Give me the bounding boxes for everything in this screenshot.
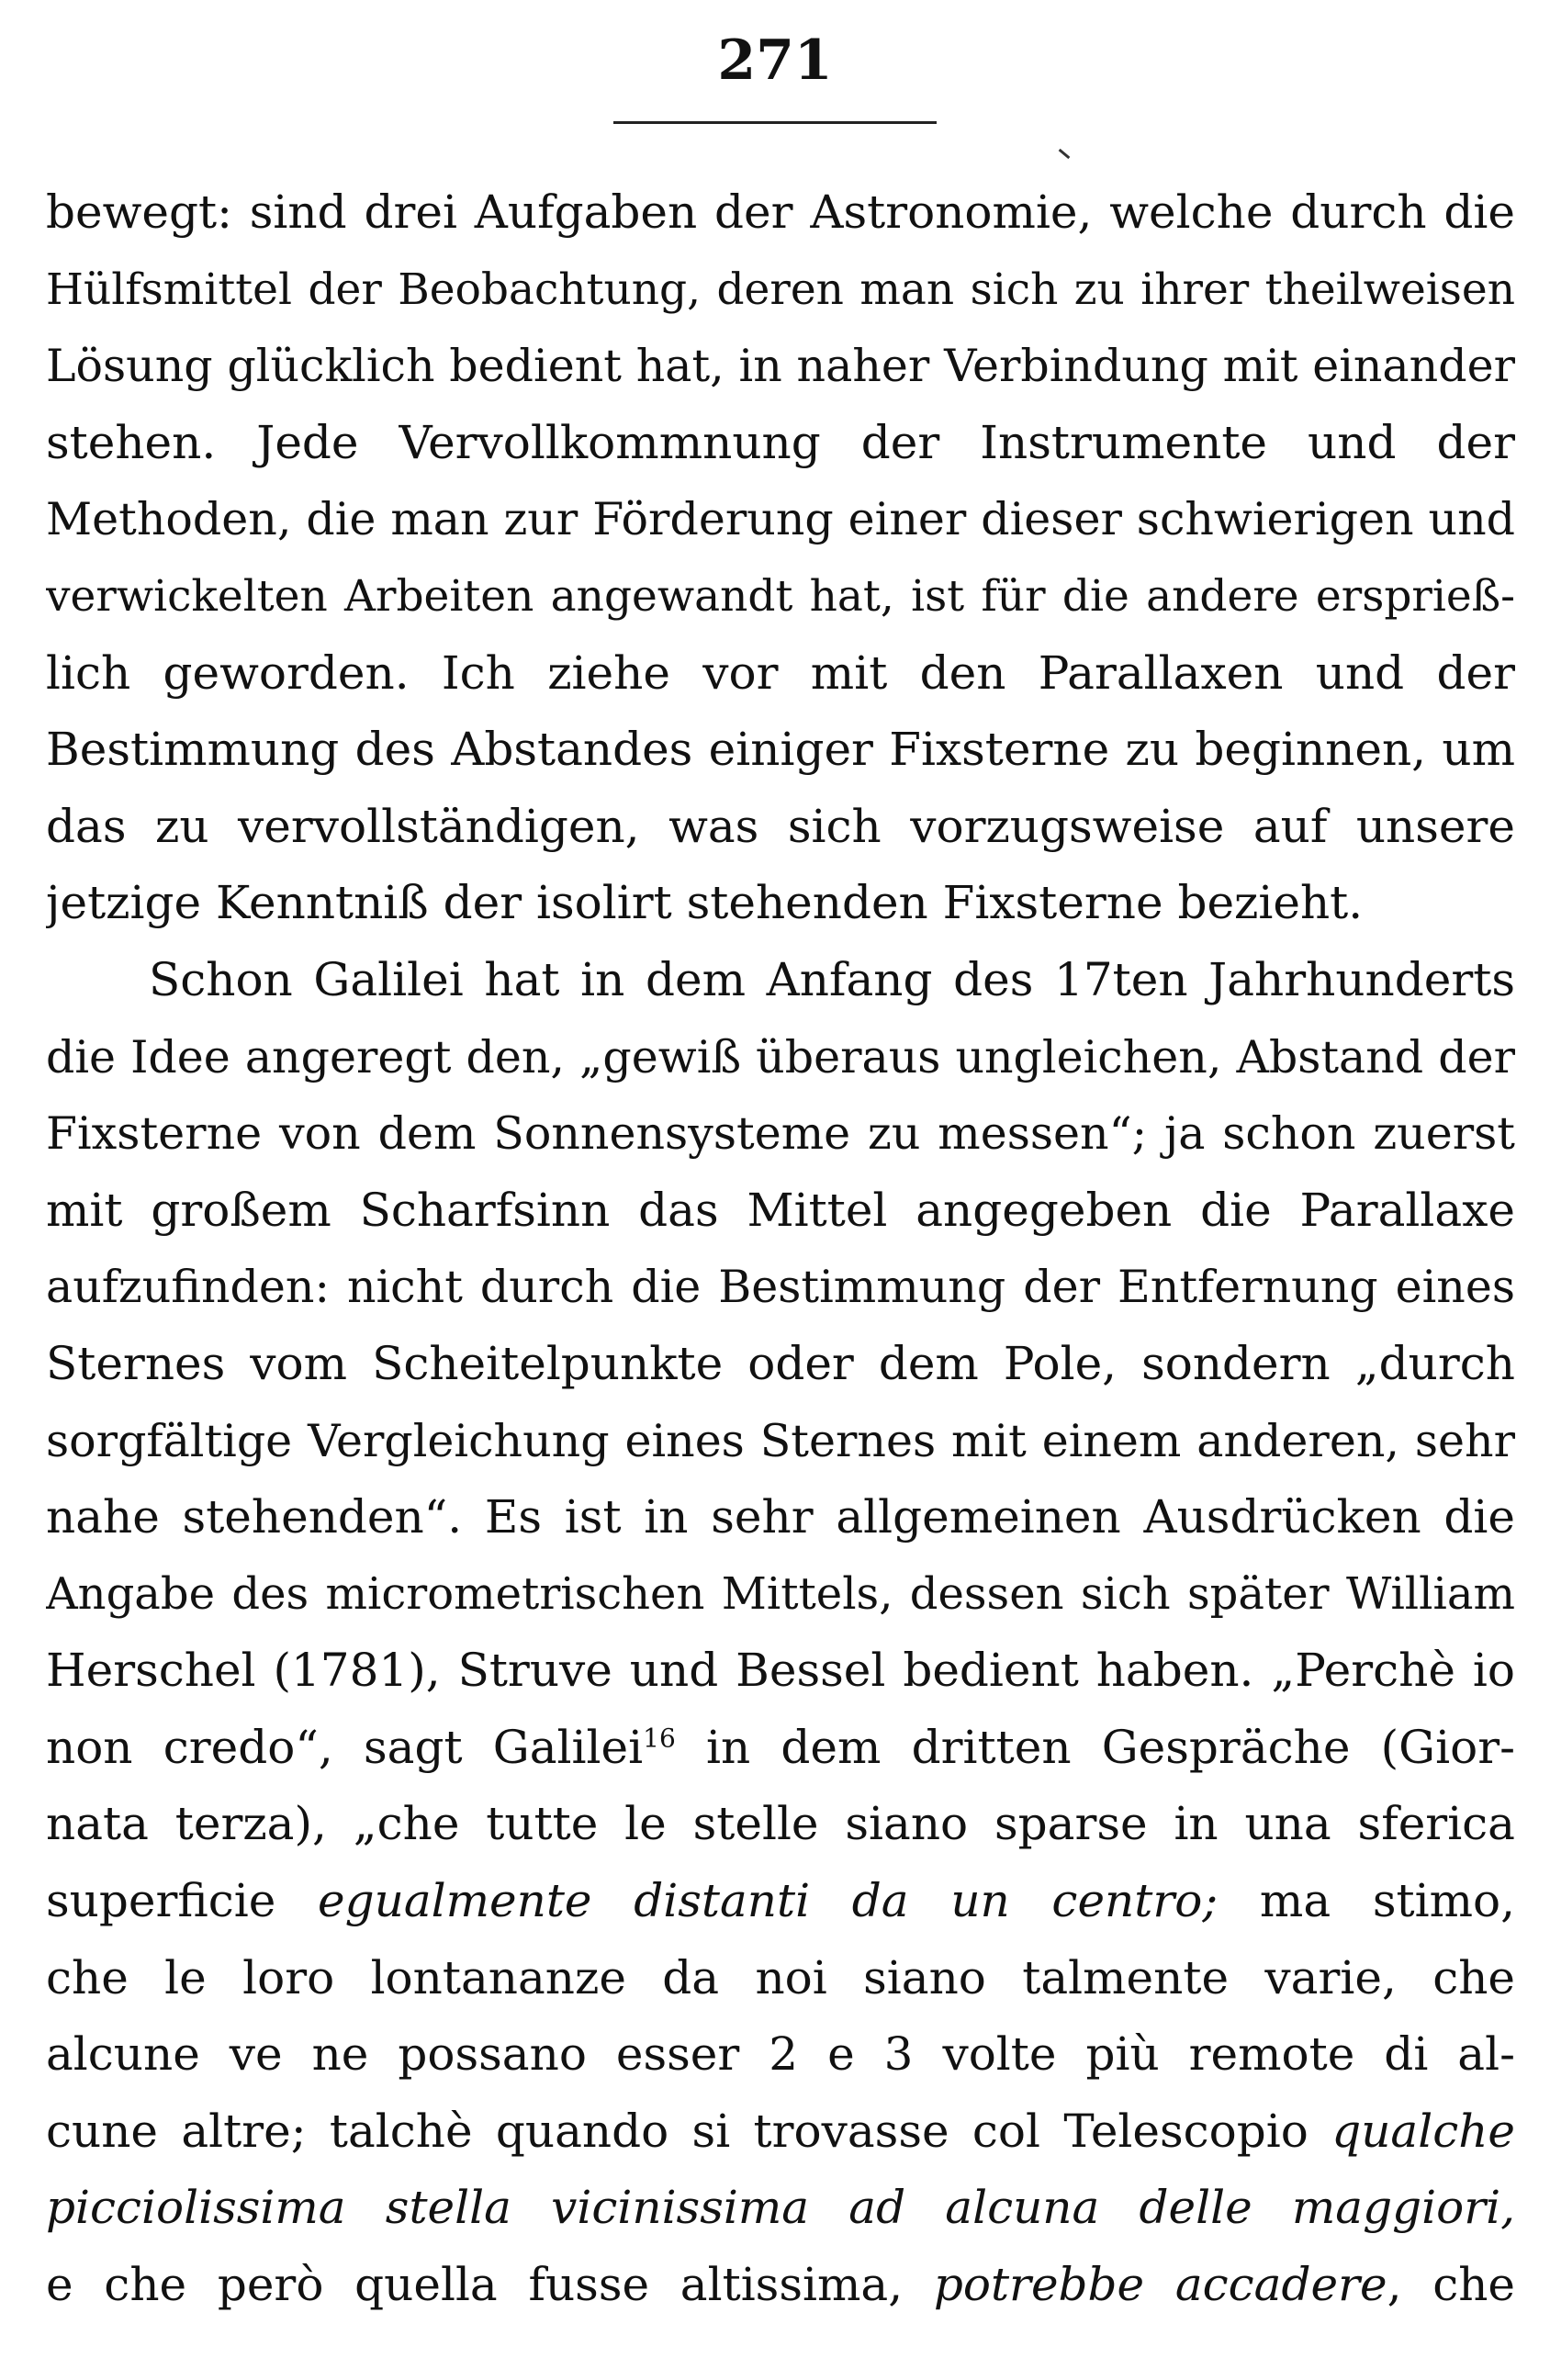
text-span: e che però quella fusse altissima, xyxy=(46,2258,934,2312)
text-line: mit großem Scharfsinn das Mittel angegeben die Parallaxe xyxy=(46,1183,1515,1237)
body-text xyxy=(46,174,1515,2324)
text-line: Methoden, die man zur Förderung einer dieser schwierigen und xyxy=(46,493,1515,546)
text-line: lich geworden. Ich ziehe vor mit den Parallaxen und der xyxy=(46,646,1515,700)
italic-span: egualmente distanti da un centro; xyxy=(318,1874,1219,1928)
text-span: superficie xyxy=(46,1874,319,1928)
text-line xyxy=(46,1710,1515,1787)
text-line xyxy=(46,2094,1515,2171)
text-line: das zu vervollständigen, was sich vorzugsweise auf unsere xyxy=(46,799,1515,853)
text-line: Fixsterne von dem Sonnensysteme zu messen“; ja schon zuerst xyxy=(46,1107,1515,1161)
text-line: stehen. Jede Vervollkommnung der Instrumente und der xyxy=(46,415,1515,469)
text-line: jetzige Kenntniß der isolirt stehenden Fixsterne bezieht. xyxy=(46,876,1364,930)
italic-span: potrebbe accadere xyxy=(933,2258,1387,2312)
text-line: alcune ve ne possano esser 2 e 3 volte più remote di al- xyxy=(46,2027,1515,2082)
text-line xyxy=(46,1863,1515,1940)
text-span: in dem dritten Gespräche (Gior- xyxy=(675,1720,1515,1774)
text-line xyxy=(46,2247,1515,2324)
text-line: nahe stehenden“. Es ist in sehr allgemeinen Ausdrücken die xyxy=(46,1490,1515,1544)
text-line: Lösung glücklich bedient hat, in naher Verbindung mit einander xyxy=(46,340,1515,393)
text-line: Hülfsmittel der Beobachtung, deren man sich zu ihrer theilweisen xyxy=(46,264,1515,315)
text-line: Sternes vom Scheitelpunkte oder dem Pole, sondern „durch xyxy=(46,1336,1515,1390)
header-rule xyxy=(613,121,937,124)
text-line: die Idee angeregt den, „gewiß überaus ungleichen, Abstand der xyxy=(46,1030,1515,1083)
text-span: , che xyxy=(1387,2258,1515,2312)
text-line: Angabe des micrometrischen Mittels, dessen sich später William xyxy=(46,1567,1515,1620)
text-line: sorgfältige Vergleichung eines Sternes mit einem anderen, sehr xyxy=(46,1414,1515,1467)
italic-span: picciolissima stella vicinissima ad alcuna delle maggiori, xyxy=(46,2181,1515,2235)
text-line: Herschel (1781), Struve und Bessel bedient haben. „Perchè io xyxy=(46,1644,1515,1698)
text-line: verwickelten Arbeiten angewandt hat, ist für die andere ersprieß- xyxy=(46,570,1515,622)
text-span: non credo“, sagt Galilei xyxy=(46,1720,644,1774)
stray-mark xyxy=(1059,149,1071,159)
text-line: che le loro lontananze da noi siano talmente varie, che xyxy=(46,1950,1515,2004)
text-line: Bestimmung des Abstandes einiger Fixsterne zu beginnen, um xyxy=(46,723,1515,777)
italic-span: qualche xyxy=(1331,2104,1515,2158)
text-line: nata terza), „che tutte le stelle siano sparse in una sferica xyxy=(46,1797,1515,1851)
text-line xyxy=(46,2170,1515,2247)
text-line: aufzufinden: nicht durch die Bestimmung der Entfernung eines xyxy=(46,1261,1515,1314)
text-span: cune altre; talchè quando si trovasse col Telescopio xyxy=(46,2104,1332,2158)
text-line: Schon Galilei hat in dem Anfang des 17ten Jahrhunderts xyxy=(149,952,1515,1006)
footnote-ref: 16 xyxy=(643,1723,676,1754)
text-line: bewegt: sind drei Aufgaben der Astronomie, welche durch die xyxy=(46,185,1515,239)
text-span: ma stimo, xyxy=(1218,1874,1515,1928)
page-number: 271 xyxy=(717,28,833,93)
